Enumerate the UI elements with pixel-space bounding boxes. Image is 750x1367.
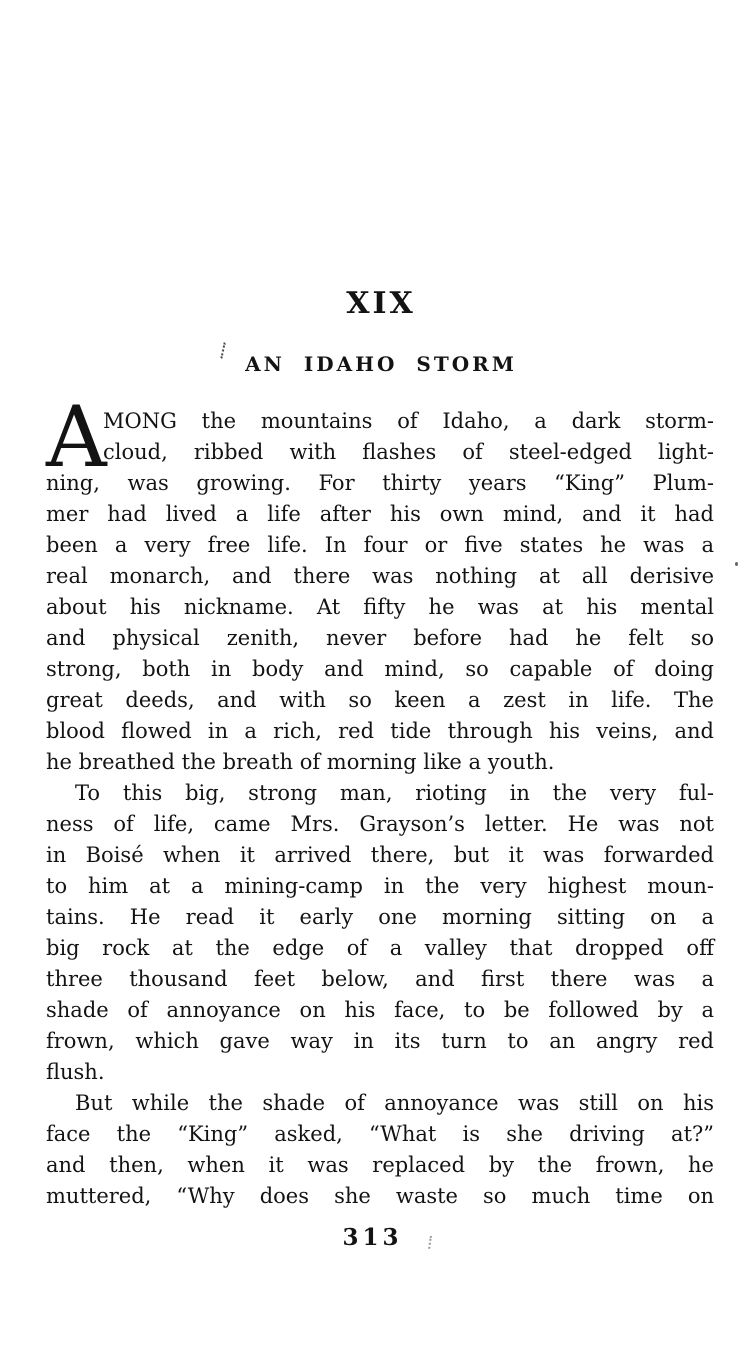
text-line: been a very free life. In four or five states he was a	[46, 533, 714, 557]
text-line: he breathed the breath of morning like a youth.	[46, 750, 555, 774]
text-line: ness of life, came Mrs. Grayson’s letter. He was not	[46, 812, 714, 836]
chapter-title: AN IDAHO STORM	[245, 352, 517, 376]
paragraph	[46, 388, 714, 778]
text-line: ning, was growing. For thirty years “King” Plum-	[46, 471, 714, 495]
text-line: in Boisé when it arrived there, but it was forwarded	[46, 843, 714, 867]
text-line: cloud, ribbed with flashes of steel-edged light-	[103, 440, 714, 464]
body-text	[46, 388, 714, 1212]
paragraph	[46, 1088, 714, 1212]
text-line: great deeds, and with so keen a zest in life. The	[46, 688, 714, 712]
chapter-number: XIX	[346, 286, 416, 321]
text-line: strong, both in body and mind, so capable of doing	[46, 657, 714, 681]
text-line: real monarch, and there was nothing at all derisive	[46, 564, 714, 588]
page-number: 313	[342, 1224, 403, 1251]
text-line: about his nickname. At fifty he was at his mental	[46, 595, 714, 619]
text-line: three thousand feet below, and first there was a	[46, 967, 714, 991]
text-line: and physical zenith, never before had he felt so	[46, 626, 714, 650]
ink-speck	[735, 562, 738, 566]
text-line: frown, which gave way in its turn to an angry red	[46, 1029, 714, 1053]
text-line: flush.	[46, 1060, 105, 1084]
text-line: and then, when it was replaced by the frown, he	[46, 1153, 714, 1177]
text-line: to him at a mining-camp in the very highest moun-	[46, 874, 714, 898]
text-line: face the “King” asked, “What is she driving at?”	[46, 1122, 714, 1146]
text-line: big rock at the edge of a valley that dropped off	[46, 936, 714, 960]
text-line: blood flowed in a rich, red tide through his veins, and	[46, 719, 714, 743]
drop-cap: A	[46, 388, 107, 486]
text-line: To this big, strong man, rioting in the very ful-	[75, 781, 714, 805]
text-line: tains. He read it early one morning sitting on a	[46, 905, 714, 929]
text-line: muttered, “Why does she waste so much time on	[46, 1184, 714, 1208]
text-line: mer had lived a life after his own mind, and it had	[46, 502, 714, 526]
text-line: But while the shade of annoyance was still on his	[75, 1091, 714, 1115]
paragraph	[46, 778, 714, 1088]
text-line: MONG the mountains of Idaho, a dark storm-	[103, 409, 714, 433]
text-line: shade of annoyance on his face, to be followed by a	[46, 998, 714, 1022]
